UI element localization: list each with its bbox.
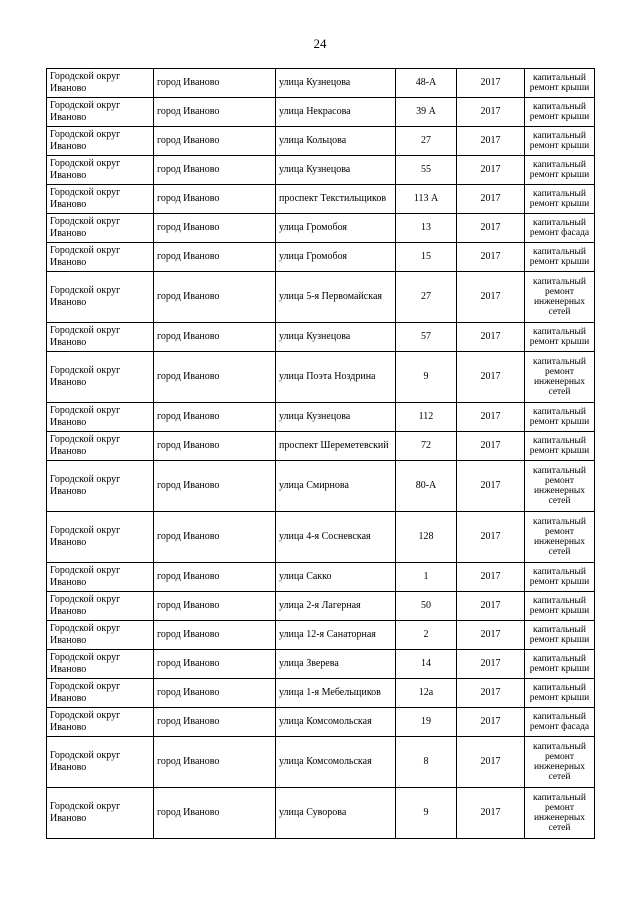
cell-house-number: 39 А (396, 98, 457, 127)
cell-district: Городской округ Иваново (47, 272, 154, 323)
cell-city: город Иваново (154, 788, 276, 839)
cell-street: улица 2-я Лагерная (276, 592, 396, 621)
cell-street: проспект Текстильщиков (276, 185, 396, 214)
cell-work-type: капитальный ремонт инженерных сетей (525, 352, 595, 403)
cell-district: Городской округ Иваново (47, 679, 154, 708)
cell-house-number: 113 А (396, 185, 457, 214)
cell-city: город Иваново (154, 650, 276, 679)
table-row (47, 512, 595, 563)
cell-district: Городской округ Иваново (47, 214, 154, 243)
cell-street: улица Громобоя (276, 214, 396, 243)
cell-street: улица Кузнецова (276, 323, 396, 352)
cell-district: Городской округ Иваново (47, 432, 154, 461)
cell-year: 2017 (457, 323, 525, 352)
cell-work-type: капитальный ремонт крыши (525, 432, 595, 461)
cell-district: Городской округ Иваново (47, 403, 154, 432)
cell-street: проспект Шереметевский (276, 432, 396, 461)
table-row (47, 679, 595, 708)
cell-house-number: 55 (396, 156, 457, 185)
cell-house-number: 48-А (396, 69, 457, 98)
cell-city: город Иваново (154, 621, 276, 650)
table-row (47, 461, 595, 512)
cell-work-type: капитальный ремонт инженерных сетей (525, 737, 595, 788)
cell-street: улица Комсомольская (276, 708, 396, 737)
cell-street: улица Громобоя (276, 243, 396, 272)
cell-house-number: 80-А (396, 461, 457, 512)
cell-work-type: капитальный ремонт крыши (525, 185, 595, 214)
cell-year: 2017 (457, 563, 525, 592)
table-row (47, 352, 595, 403)
cell-year: 2017 (457, 352, 525, 403)
cell-city: город Иваново (154, 708, 276, 737)
cell-district: Городской округ Иваново (47, 512, 154, 563)
cell-work-type: капитальный ремонт крыши (525, 563, 595, 592)
table-row (47, 98, 595, 127)
cell-house-number: 12а (396, 679, 457, 708)
cell-street: улица Сакко (276, 563, 396, 592)
cell-house-number: 13 (396, 214, 457, 243)
cell-city: город Иваново (154, 461, 276, 512)
cell-work-type: капитальный ремонт крыши (525, 243, 595, 272)
cell-house-number: 8 (396, 737, 457, 788)
table-row (47, 621, 595, 650)
cell-district: Городской округ Иваново (47, 69, 154, 98)
cell-work-type: капитальный ремонт крыши (525, 323, 595, 352)
cell-work-type: капитальный ремонт крыши (525, 98, 595, 127)
cell-city: город Иваново (154, 156, 276, 185)
cell-house-number: 9 (396, 788, 457, 839)
cell-city: город Иваново (154, 403, 276, 432)
cell-work-type: капитальный ремонт крыши (525, 156, 595, 185)
cell-year: 2017 (457, 708, 525, 737)
cell-street: улица Суворова (276, 788, 396, 839)
cell-house-number: 27 (396, 272, 457, 323)
cell-street: улица Некрасова (276, 98, 396, 127)
cell-district: Городской округ Иваново (47, 737, 154, 788)
cell-street: улица Поэта Ноздрина (276, 352, 396, 403)
table-row (47, 323, 595, 352)
table-row (47, 403, 595, 432)
cell-work-type: капитальный ремонт инженерных сетей (525, 461, 595, 512)
table-row (47, 788, 595, 839)
cell-year: 2017 (457, 272, 525, 323)
cell-city: город Иваново (154, 214, 276, 243)
cell-street: улица Зверева (276, 650, 396, 679)
table-row (47, 737, 595, 788)
table-row (47, 592, 595, 621)
cell-district: Городской округ Иваново (47, 563, 154, 592)
cell-house-number: 1 (396, 563, 457, 592)
cell-year: 2017 (457, 98, 525, 127)
table-row (47, 708, 595, 737)
cell-year: 2017 (457, 788, 525, 839)
table-row (47, 127, 595, 156)
cell-year: 2017 (457, 403, 525, 432)
cell-year: 2017 (457, 512, 525, 563)
cell-work-type: капитальный ремонт крыши (525, 679, 595, 708)
cell-city: город Иваново (154, 352, 276, 403)
cell-street: улица 12-я Санаторная (276, 621, 396, 650)
cell-district: Городской округ Иваново (47, 185, 154, 214)
cell-district: Городской округ Иваново (47, 621, 154, 650)
cell-city: город Иваново (154, 272, 276, 323)
cell-year: 2017 (457, 156, 525, 185)
cell-work-type: капитальный ремонт инженерных сетей (525, 512, 595, 563)
cell-year: 2017 (457, 432, 525, 461)
page-number: 24 (313, 36, 327, 51)
cell-work-type: капитальный ремонт крыши (525, 592, 595, 621)
cell-house-number: 2 (396, 621, 457, 650)
table-row (47, 69, 595, 98)
cell-street: улица Кольцова (276, 127, 396, 156)
cell-year: 2017 (457, 69, 525, 98)
table-row (47, 185, 595, 214)
cell-district: Городской округ Иваново (47, 323, 154, 352)
cell-work-type: капитальный ремонт инженерных сетей (525, 788, 595, 839)
cell-year: 2017 (457, 127, 525, 156)
table-body (47, 69, 595, 839)
table-row (47, 156, 595, 185)
cell-house-number: 50 (396, 592, 457, 621)
cell-street: улица Кузнецова (276, 403, 396, 432)
cell-work-type: капитальный ремонт крыши (525, 127, 595, 156)
cell-house-number: 19 (396, 708, 457, 737)
cell-city: город Иваново (154, 432, 276, 461)
cell-district: Городской округ Иваново (47, 127, 154, 156)
cell-city: город Иваново (154, 737, 276, 788)
cell-city: город Иваново (154, 679, 276, 708)
cell-work-type: капитальный ремонт крыши (525, 69, 595, 98)
cell-year: 2017 (457, 679, 525, 708)
cell-work-type: капитальный ремонт фасада (525, 214, 595, 243)
cell-district: Городской округ Иваново (47, 592, 154, 621)
cell-work-type: капитальный ремонт инженерных сетей (525, 272, 595, 323)
cell-street: улица 5-я Первомайская (276, 272, 396, 323)
cell-city: город Иваново (154, 69, 276, 98)
repair-register-table (46, 68, 595, 839)
cell-district: Городской округ Иваново (47, 650, 154, 679)
cell-work-type: капитальный ремонт фасада (525, 708, 595, 737)
cell-district: Городской округ Иваново (47, 98, 154, 127)
cell-district: Городской округ Иваново (47, 708, 154, 737)
table-row (47, 214, 595, 243)
cell-year: 2017 (457, 461, 525, 512)
cell-street: улица 4-я Сосневская (276, 512, 396, 563)
cell-house-number: 15 (396, 243, 457, 272)
cell-house-number: 112 (396, 403, 457, 432)
cell-city: город Иваново (154, 127, 276, 156)
cell-district: Городской округ Иваново (47, 352, 154, 403)
cell-district: Городской округ Иваново (47, 461, 154, 512)
cell-house-number: 9 (396, 352, 457, 403)
cell-city: город Иваново (154, 185, 276, 214)
cell-year: 2017 (457, 621, 525, 650)
cell-district: Городской округ Иваново (47, 243, 154, 272)
table-row (47, 432, 595, 461)
cell-district: Городской округ Иваново (47, 156, 154, 185)
cell-city: город Иваново (154, 243, 276, 272)
cell-street: улица Комсомольская (276, 737, 396, 788)
table-row (47, 272, 595, 323)
cell-city: город Иваново (154, 512, 276, 563)
cell-house-number: 57 (396, 323, 457, 352)
cell-work-type: капитальный ремонт крыши (525, 650, 595, 679)
cell-year: 2017 (457, 737, 525, 788)
table-row (47, 563, 595, 592)
cell-city: город Иваново (154, 323, 276, 352)
cell-city: город Иваново (154, 98, 276, 127)
cell-year: 2017 (457, 650, 525, 679)
cell-work-type: капитальный ремонт крыши (525, 403, 595, 432)
cell-city: город Иваново (154, 592, 276, 621)
cell-house-number: 27 (396, 127, 457, 156)
cell-year: 2017 (457, 185, 525, 214)
cell-house-number: 128 (396, 512, 457, 563)
cell-street: улица Кузнецова (276, 156, 396, 185)
cell-work-type: капитальный ремонт крыши (525, 621, 595, 650)
cell-year: 2017 (457, 243, 525, 272)
cell-street: улица 1-я Мебельщиков (276, 679, 396, 708)
cell-district: Городской округ Иваново (47, 788, 154, 839)
cell-house-number: 72 (396, 432, 457, 461)
cell-street: улица Кузнецова (276, 69, 396, 98)
cell-year: 2017 (457, 592, 525, 621)
table-row (47, 243, 595, 272)
cell-year: 2017 (457, 214, 525, 243)
cell-house-number: 14 (396, 650, 457, 679)
cell-city: город Иваново (154, 563, 276, 592)
cell-street: улица Смирнова (276, 461, 396, 512)
table-row (47, 650, 595, 679)
